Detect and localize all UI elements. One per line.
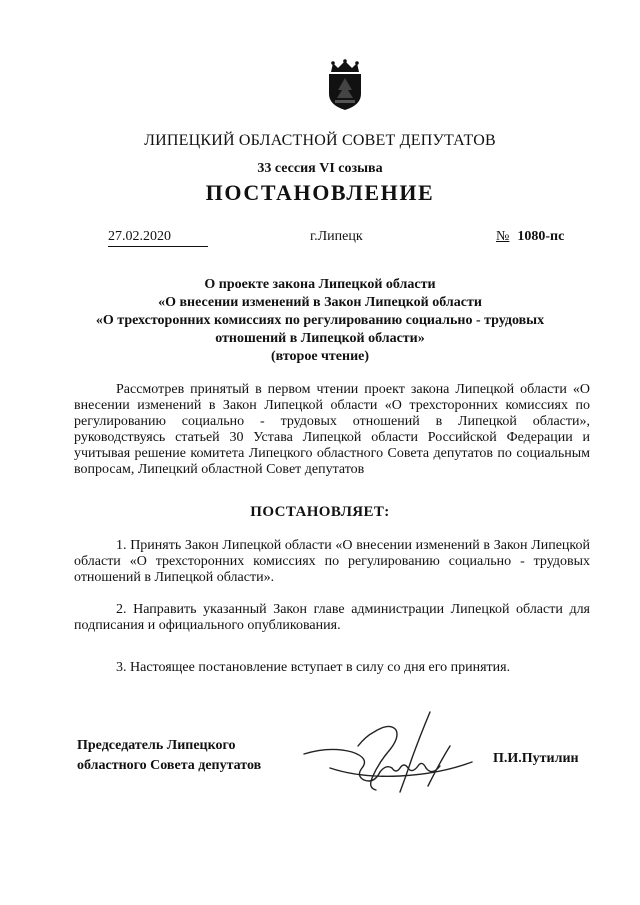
signatory-name: П.И.Путилин [493,751,579,766]
resolution-item-3: 3. Настоящее постановление вступает в силу со дня его принятия. [116,660,511,675]
preamble-paragraph: Рассмотрев принятый в первом чтении проект закона Липецкой области «О внесении изменений в Закон Липецкой области «О трехсторонних комиссиях по регулированию социально - трудовых отношений в Липецкой области», руководствуясь статьей 30 Устава Липецкой области Российской Федерации и учитывая решение комитета Липецкого областного Совета депутатов по социальным вопросам, Липецкий областной Совет депутатов [74,382,590,477]
title-line: (второе чтение) [270,349,370,364]
session-label: 33 сессия VI созыва [257,161,383,176]
resolution-item-1: 1. Принять Закон Липецкой области «О внесении изменений в Закон Липецкой области «О трехсторонних комиссиях по регулированию социально - трудовых отношений в Липецкой области». [74,538,590,585]
signatory-position [77,736,261,776]
organization-name: ЛИПЕЦКИЙ ОБЛАСТНОЙ СОВЕТ ДЕПУТАТОВ [144,132,496,149]
document-type-heading: ПОСТАНОВЛЕНИЕ [205,180,435,205]
coat-of-arms-icon [318,58,372,112]
resolution-item-2: 2. Направить указанный Закон главе администрации Липецкой области для подписания и официального опубликования. [74,602,590,633]
handwritten-signature-icon [300,706,480,796]
title-line: «О трехсторонних комиссиях по регулированию социально - трудовых [95,313,545,328]
title-line: О проекте закона Липецкой области [204,277,436,292]
resolves-heading: ПОСТАНОВЛЯЕТ: [250,504,390,520]
position-line: Председатель Липецкого [77,738,236,753]
title-line: отношений в Липецкой области» [215,331,425,346]
document-date: 27.02.2020 [108,229,208,247]
number-value: 1080-пс [517,229,565,244]
number-sign: № [496,229,510,244]
title-line: «О внесении изменений в Закон Липецкой области [158,295,482,310]
document-title [0,276,640,366]
position-line: областного Совета депутатов [77,758,262,773]
document-city: г.Липецк [310,229,363,244]
document-number [496,229,564,245]
